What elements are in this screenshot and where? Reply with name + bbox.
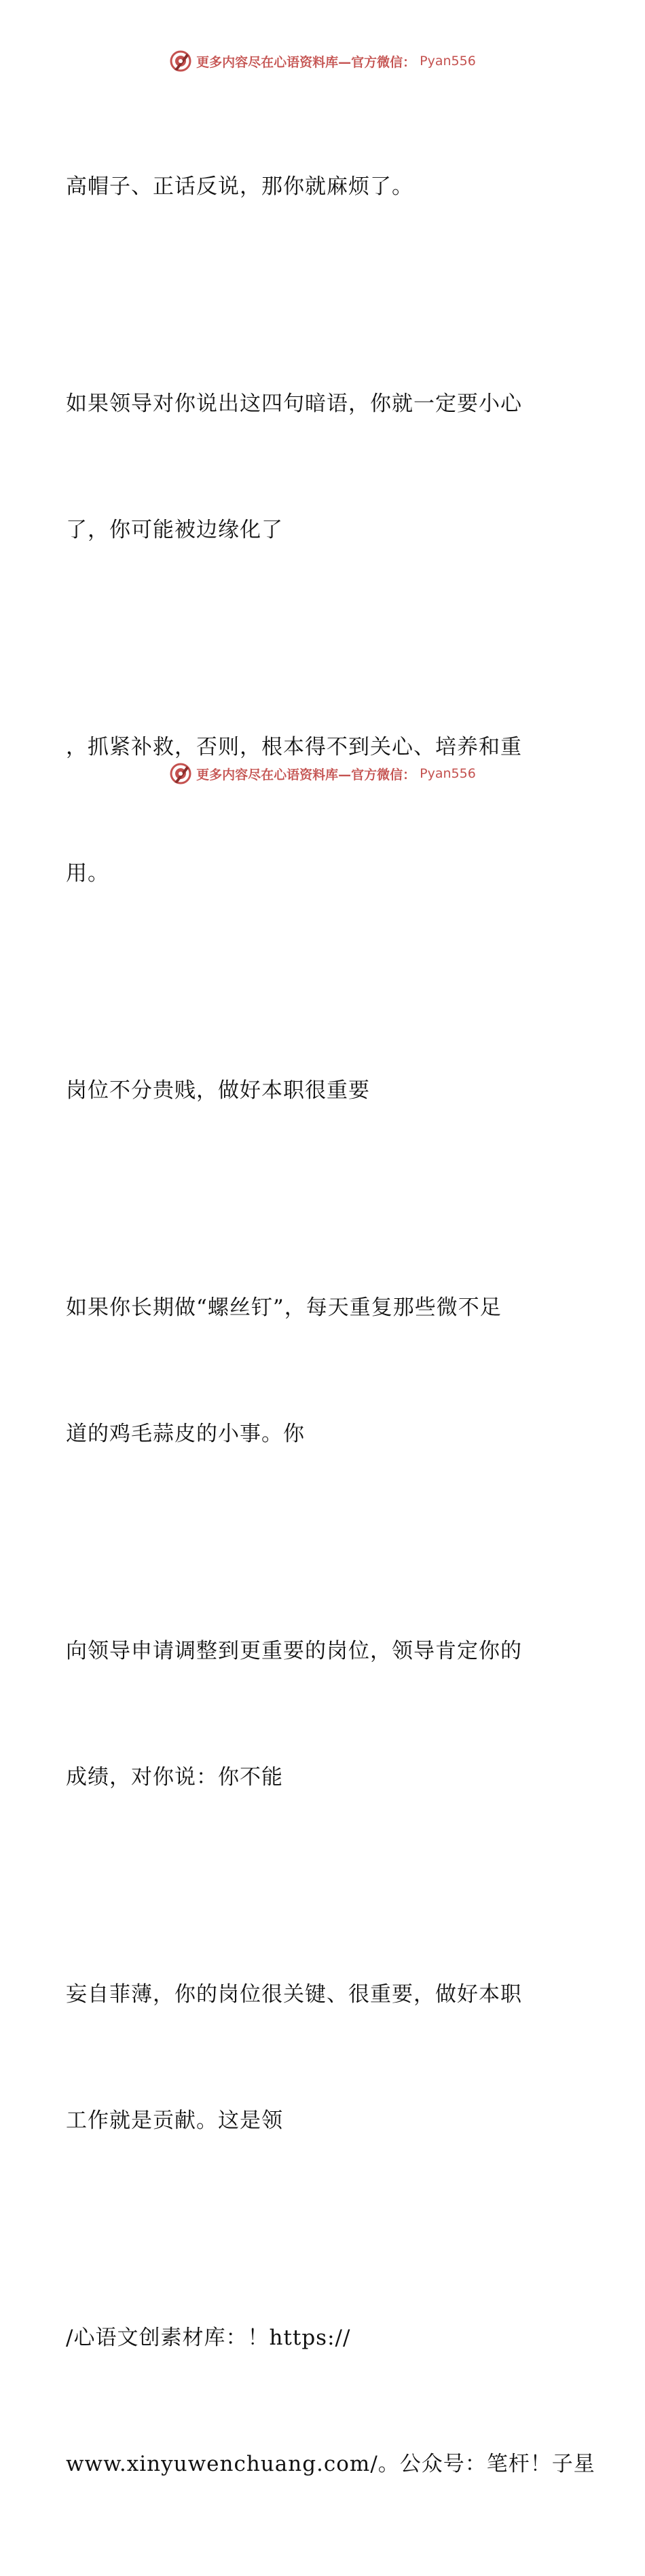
paragraph — [66, 299, 568, 635]
text-line: 岗位不分贵贱，做好本职很重要 — [66, 1078, 370, 1103]
text-line: 妄自菲薄，你的岗位很关键、很重要，做好本职 — [66, 1982, 522, 2007]
paragraph — [66, 1889, 568, 2226]
quill-seal-icon — [169, 50, 192, 73]
paragraph — [66, 1546, 568, 1882]
footer-wechat-id: Pyan556 — [420, 766, 476, 781]
text-line: ，抓紧补救，否则，根本得不到关心、培养和重 — [66, 735, 522, 759]
paragraph — [66, 1202, 568, 1539]
paragraph — [66, 642, 568, 979]
header-banner-text: 更多内容尽在心语资料库—官方微信： — [196, 54, 416, 70]
header-banner — [0, 46, 645, 76]
header-wechat-id: Pyan556 — [420, 54, 476, 69]
quill-seal-icon — [169, 762, 192, 785]
text-line: 如果领导对你说出这四句暗语，你就一定要小心 — [66, 392, 522, 416]
text-line: www.xinyuwenchuang.com/。公众号：笔杆！子星 — [66, 2452, 595, 2476]
footer-banner — [0, 759, 645, 789]
text-line: 道的鸡毛蒜皮的小事。你 — [66, 1422, 305, 1446]
text-line: 成绩，对你说：你不能 — [66, 1765, 283, 1789]
text-line: 工作就是贡献。这是领 — [66, 2108, 283, 2133]
text-line: 高帽子、正话反说，那你就麻烦了。 — [66, 174, 413, 199]
text-line: 了，你可能被边缘化了 — [66, 518, 283, 542]
footer-banner-text: 更多内容尽在心语资料库—官方微信： — [196, 767, 416, 782]
document-body — [66, 81, 595, 2576]
text-line: /心语文创素材库：！https:// — [66, 2326, 351, 2350]
paragraph — [66, 2233, 595, 2569]
text-line: 如果你长期做“螺丝钉”，每天重复那些微不足 — [66, 1295, 502, 1320]
paragraph — [66, 985, 568, 1196]
paragraph — [66, 81, 568, 292]
text-line: 用。 — [66, 861, 109, 886]
text-line: 向领导申请调整到更重要的岗位，领导肯定你的 — [66, 1639, 522, 1663]
